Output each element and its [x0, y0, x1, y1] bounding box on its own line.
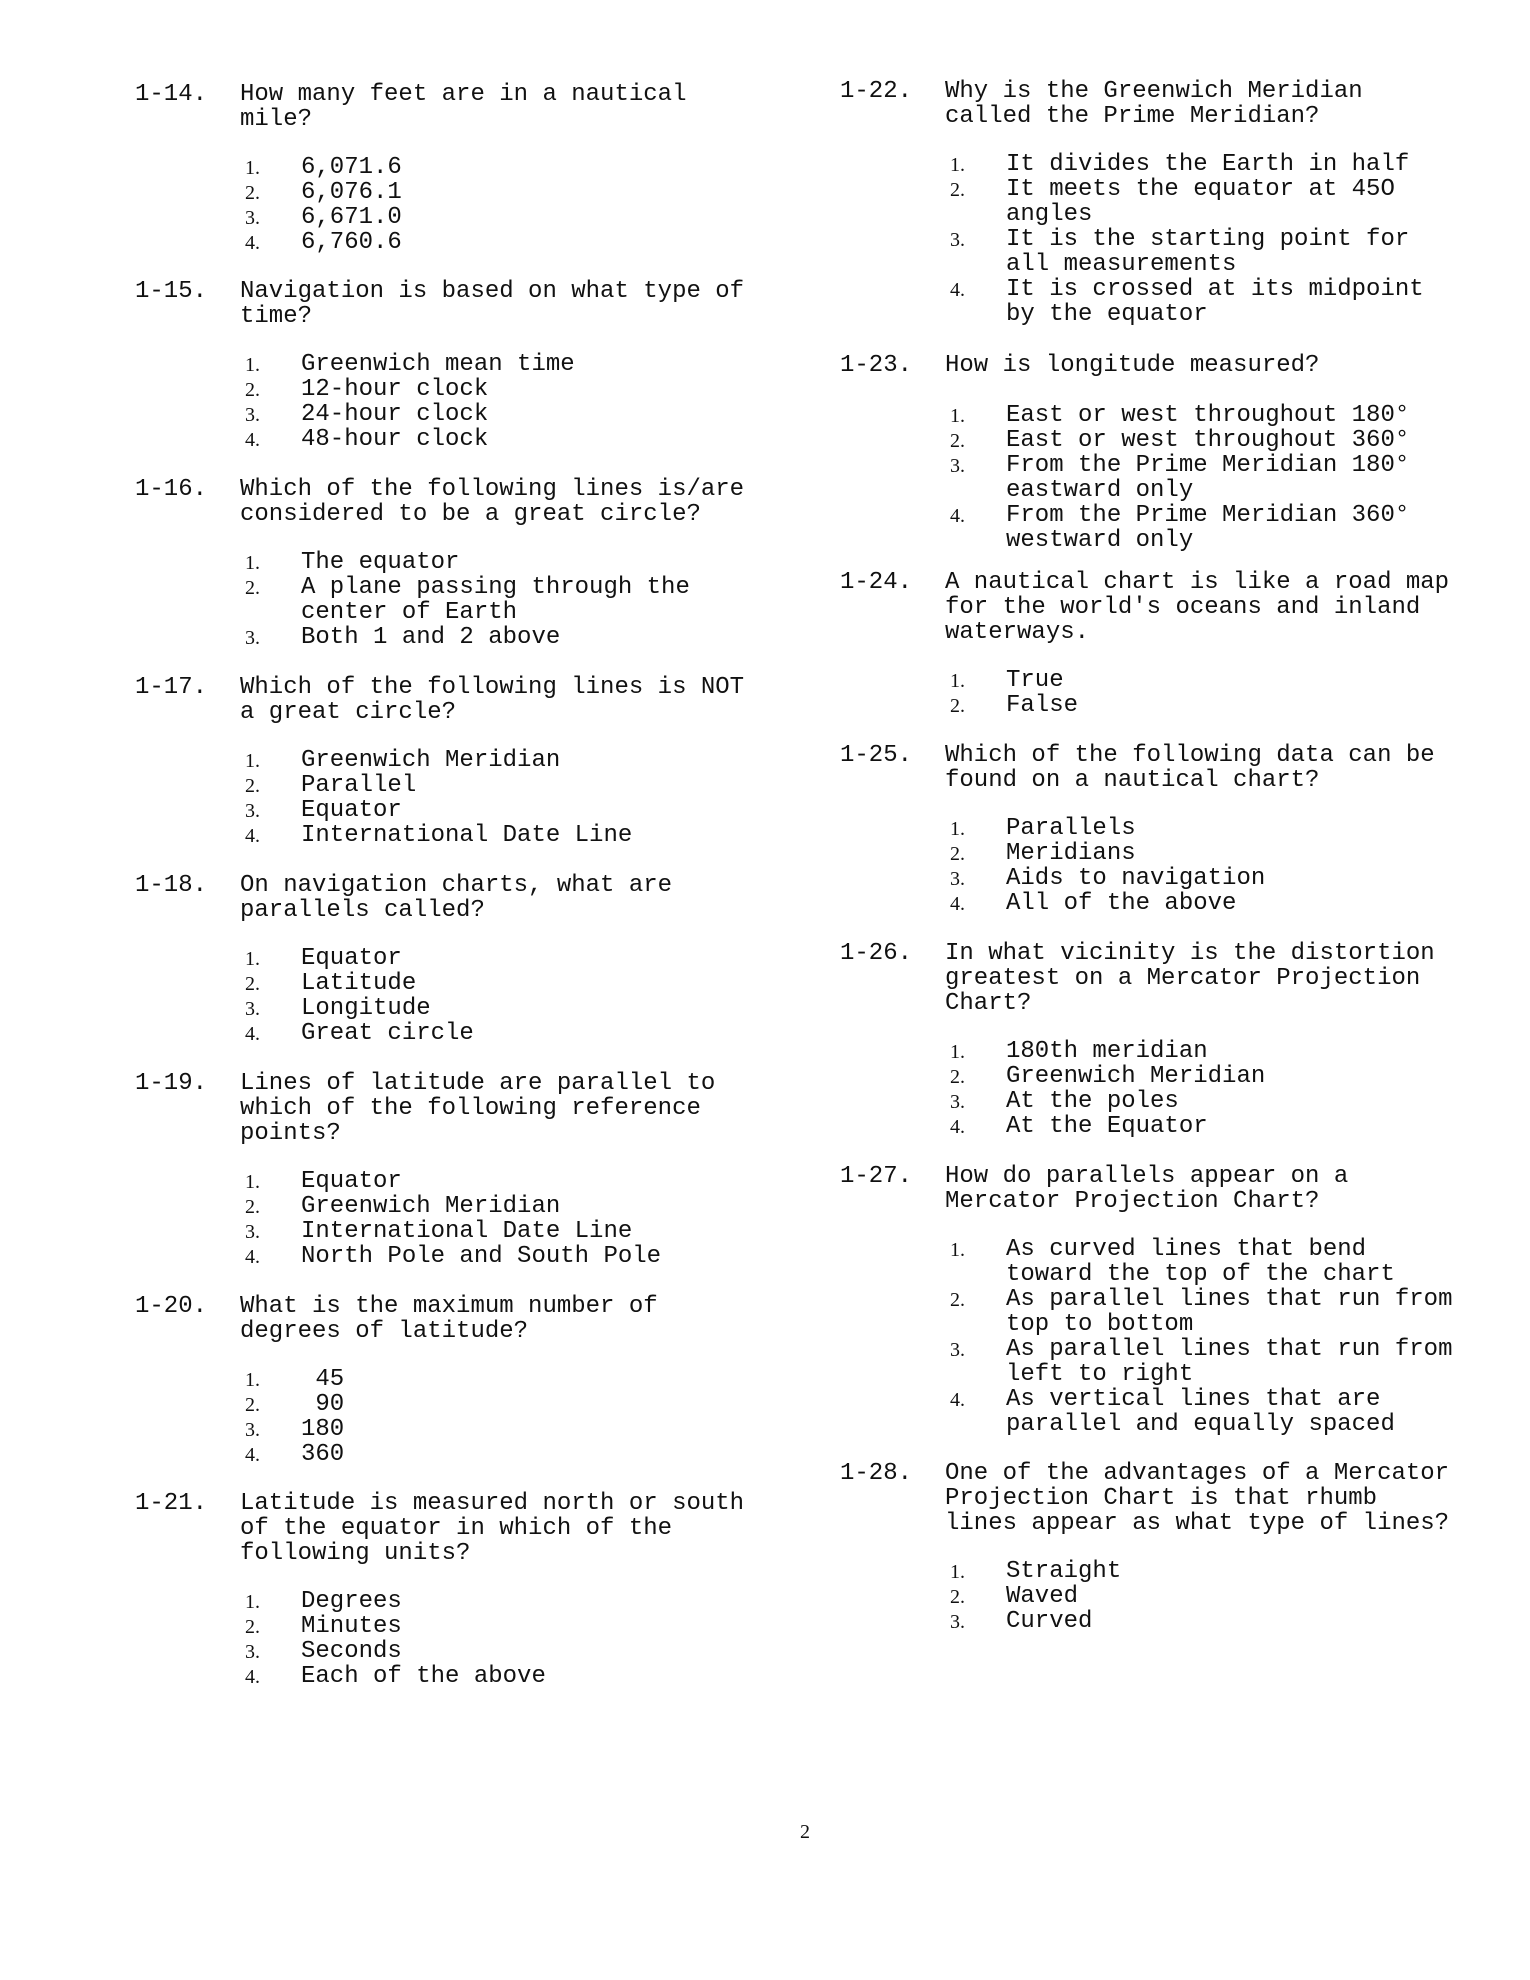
option-number: 1. — [950, 405, 965, 427]
option-number: 3. — [950, 1339, 965, 1361]
option-text: It is crossed at its midpoint by the equator — [1006, 276, 1424, 328]
option-number: 4. — [950, 893, 965, 915]
option-text: Seconds — [301, 1638, 402, 1665]
question-number: 1-18. — [135, 872, 208, 899]
option-number: 2. — [950, 695, 965, 717]
answer-option — [245, 1639, 775, 1664]
answer-option — [950, 1114, 1480, 1139]
answer-option — [950, 816, 1480, 841]
question-stem: Which of the following data can be found on a nautical chart? — [945, 742, 1435, 794]
answer-option — [950, 277, 1480, 327]
answer-options — [950, 1237, 1480, 1437]
option-number: 1. — [950, 1041, 965, 1063]
option-number: 2. — [950, 1289, 965, 1311]
option-number: 4. — [245, 1666, 260, 1688]
option-text: At the poles — [1006, 1088, 1179, 1115]
option-text: 6,076.1 — [301, 179, 402, 206]
answer-option — [245, 946, 775, 971]
question-stem: How do parallels appear on a Mercator Projection Chart? — [945, 1163, 1349, 1215]
answer-option — [245, 402, 775, 427]
question-number: 1-15. — [135, 278, 208, 305]
answer-option — [950, 1237, 1480, 1287]
option-text: Straight — [1006, 1558, 1122, 1585]
option-number: 2. — [245, 1616, 260, 1638]
answer-option — [950, 841, 1480, 866]
answer-option — [245, 748, 775, 773]
option-text: Equator — [301, 945, 402, 972]
option-text: As vertical lines that are parallel and equally spaced — [1006, 1386, 1395, 1438]
answer-option — [245, 155, 775, 180]
option-text: Greenwich Meridian — [1006, 1063, 1266, 1090]
option-text: All of the above — [1006, 890, 1237, 917]
answer-options — [245, 1169, 775, 1269]
answer-options — [950, 668, 1480, 718]
question-stem: Why is the Greenwich Meridian called the Prime Meridian? — [945, 78, 1363, 130]
option-text: Greenwich Meridian — [301, 1193, 561, 1220]
answer-option — [950, 503, 1480, 553]
answer-option — [950, 1387, 1480, 1437]
option-text: 12-hour clock — [301, 376, 489, 403]
option-text: False — [1006, 692, 1079, 719]
option-text: It divides the Earth in half — [1006, 151, 1410, 178]
option-number: 3. — [245, 1221, 260, 1243]
option-text: Latitude — [301, 970, 417, 997]
option-number: 1. — [245, 750, 260, 772]
option-number: 3. — [950, 868, 965, 890]
option-text: From the Prime Meridian 180° eastward only — [1006, 452, 1410, 504]
question-stem: Latitude is measured north or south of the equator in which of the following units? — [240, 1490, 745, 1567]
option-number: 3. — [950, 1091, 965, 1113]
option-number: 2. — [950, 179, 965, 201]
option-number: 1. — [950, 1561, 965, 1583]
option-text: From the Prime Meridian 360° westward only — [1006, 502, 1410, 554]
option-number: 2. — [245, 577, 260, 599]
answer-option — [245, 773, 775, 798]
answer-option — [245, 230, 775, 255]
option-text: Great circle — [301, 1020, 474, 1047]
answer-option — [950, 453, 1480, 503]
answer-options — [245, 748, 775, 848]
answer-option — [950, 1039, 1480, 1064]
answer-options — [245, 946, 775, 1046]
answer-option — [950, 1609, 1480, 1634]
answer-option — [950, 227, 1480, 277]
option-text: 6,671.0 — [301, 204, 402, 231]
answer-option — [245, 1664, 775, 1689]
option-number: 3. — [245, 998, 260, 1020]
question-stem: Which of the following lines is/are considered to be a great circle? — [240, 476, 745, 528]
option-text: True — [1006, 667, 1064, 694]
option-number: 1. — [245, 552, 260, 574]
option-number: 3. — [245, 1641, 260, 1663]
answer-options — [245, 550, 775, 650]
answer-option — [245, 550, 775, 575]
option-number: 4. — [950, 505, 965, 527]
option-text: 180 — [301, 1416, 345, 1443]
option-text: Curved — [1006, 1608, 1093, 1635]
answer-options — [950, 152, 1480, 327]
answer-option — [950, 1584, 1480, 1609]
option-text: It is the starting point for all measurements — [1006, 226, 1410, 278]
option-number: 3. — [245, 800, 260, 822]
question-stem: Lines of latitude are parallel to which of the following reference points? — [240, 1070, 716, 1147]
option-text: Longitude — [301, 995, 431, 1022]
question-stem: How is longitude measured? — [945, 352, 1320, 379]
option-number: 4. — [950, 1116, 965, 1138]
answer-option — [950, 668, 1480, 693]
option-number: 4. — [950, 1389, 965, 1411]
option-text: Both 1 and 2 above — [301, 624, 561, 651]
answer-options — [950, 1039, 1480, 1139]
option-text: International Date Line — [301, 822, 633, 849]
question-stem: A nautical chart is like a road map for the world's oceans and inland waterways. — [945, 569, 1450, 646]
option-text: Equator — [301, 1168, 402, 1195]
option-text: 45 — [301, 1366, 345, 1393]
option-text: 24-hour clock — [301, 401, 489, 428]
answer-option — [245, 377, 775, 402]
answer-option — [245, 996, 775, 1021]
answer-option — [245, 1417, 775, 1442]
option-text: Equator — [301, 797, 402, 824]
answer-option — [245, 823, 775, 848]
answer-option — [950, 1337, 1480, 1387]
answer-option — [245, 971, 775, 996]
option-text: As curved lines that bend toward the top of the chart — [1006, 1236, 1395, 1288]
answer-option — [950, 1089, 1480, 1114]
option-number: 2. — [245, 775, 260, 797]
option-text: 6,071.6 — [301, 154, 402, 181]
answer-option — [245, 1367, 775, 1392]
option-number: 2. — [245, 1196, 260, 1218]
question-number: 1-16. — [135, 476, 208, 503]
option-number: 3. — [245, 1419, 260, 1441]
option-text: As parallel lines that run from top to bottom — [1006, 1286, 1453, 1338]
option-text: International Date Line — [301, 1218, 633, 1245]
answer-option — [950, 1064, 1480, 1089]
option-number: 2. — [245, 1394, 260, 1416]
option-number: 3. — [950, 229, 965, 251]
answer-option — [950, 693, 1480, 718]
option-number: 1. — [245, 354, 260, 376]
question-number: 1-23. — [840, 352, 913, 379]
option-number: 2. — [245, 182, 260, 204]
option-text: Degrees — [301, 1588, 402, 1615]
option-text: A plane passing through the center of Earth — [301, 574, 690, 626]
option-text: Minutes — [301, 1613, 402, 1640]
option-number: 3. — [245, 627, 260, 649]
option-number: 1. — [245, 1369, 260, 1391]
option-number: 3. — [245, 207, 260, 229]
answer-options — [950, 816, 1480, 916]
option-number: 1. — [950, 1239, 965, 1261]
answer-option — [950, 152, 1480, 177]
option-number: 1. — [245, 1171, 260, 1193]
option-number: 1. — [950, 670, 965, 692]
option-text: 180th meridian — [1006, 1038, 1208, 1065]
answer-option — [245, 352, 775, 377]
answer-option — [245, 798, 775, 823]
answer-option — [245, 205, 775, 230]
option-text: Parallel — [301, 772, 417, 799]
answer-options — [245, 1589, 775, 1689]
question-number: 1-17. — [135, 674, 208, 701]
option-number: 2. — [245, 379, 260, 401]
option-number: 1. — [245, 157, 260, 179]
question-number: 1-27. — [840, 1163, 913, 1190]
question-number: 1-22. — [840, 78, 913, 105]
option-number: 4. — [245, 1444, 260, 1466]
answer-option — [245, 1244, 775, 1269]
option-text: Aids to navigation — [1006, 865, 1266, 892]
page-number: 2 — [800, 1821, 810, 1843]
option-number: 4. — [245, 429, 260, 451]
answer-option — [950, 428, 1480, 453]
question-stem: Navigation is based on what type of time? — [240, 278, 745, 330]
answer-option — [950, 1287, 1480, 1337]
question-stem: On navigation charts, what are parallels called? — [240, 872, 673, 924]
question-number: 1-19. — [135, 1070, 208, 1097]
option-text: Parallels — [1006, 815, 1136, 842]
answer-option — [950, 866, 1480, 891]
question-number: 1-21. — [135, 1490, 208, 1517]
option-number: 2. — [950, 1586, 965, 1608]
answer-option — [245, 427, 775, 452]
answer-option — [950, 1559, 1480, 1584]
option-number: 4. — [245, 825, 260, 847]
question-number: 1-28. — [840, 1460, 913, 1487]
answer-option — [245, 1219, 775, 1244]
option-number: 4. — [245, 232, 260, 254]
option-number: 2. — [245, 973, 260, 995]
answer-option — [245, 180, 775, 205]
question-stem: One of the advantages of a Mercator Projection Chart is that rhumb lines appear as what type of lines? — [945, 1460, 1450, 1537]
answer-option — [245, 1589, 775, 1614]
answer-options — [245, 1367, 775, 1467]
option-number: 4. — [245, 1246, 260, 1268]
option-text: 90 — [301, 1391, 345, 1418]
answer-option — [245, 1614, 775, 1639]
answer-option — [245, 625, 775, 650]
answer-option — [950, 177, 1480, 227]
option-text: The equator — [301, 549, 460, 576]
answer-option — [245, 1169, 775, 1194]
question-number: 1-24. — [840, 569, 913, 596]
option-number: 1. — [950, 154, 965, 176]
question-number: 1-26. — [840, 940, 913, 967]
answer-option — [245, 1021, 775, 1046]
option-number: 1. — [245, 1591, 260, 1613]
answer-options — [245, 352, 775, 452]
option-text: Meridians — [1006, 840, 1136, 867]
question-number: 1-14. — [135, 81, 208, 108]
answer-option — [245, 575, 775, 625]
option-number: 3. — [950, 455, 965, 477]
option-text: 360 — [301, 1441, 345, 1468]
option-number: 2. — [950, 430, 965, 452]
option-number: 2. — [950, 1066, 965, 1088]
option-text: As parallel lines that run from left to right — [1006, 1336, 1453, 1388]
option-text: Waved — [1006, 1583, 1079, 1610]
option-text: Greenwich mean time — [301, 351, 575, 378]
option-text: At the Equator — [1006, 1113, 1208, 1140]
option-number: 1. — [245, 948, 260, 970]
answer-option — [950, 891, 1480, 916]
option-text: East or west throughout 360° — [1006, 427, 1410, 454]
option-text: Greenwich Meridian — [301, 747, 561, 774]
option-number: 2. — [950, 843, 965, 865]
answer-option — [245, 1194, 775, 1219]
question-stem: How many feet are in a nautical mile? — [240, 81, 687, 133]
option-text: Each of the above — [301, 1663, 546, 1690]
answer-option — [245, 1392, 775, 1417]
option-number: 3. — [950, 1611, 965, 1633]
option-number: 4. — [245, 1023, 260, 1045]
answer-options — [245, 155, 775, 255]
option-text: 48-hour clock — [301, 426, 489, 453]
option-text: It meets the equator at 45O angles — [1006, 176, 1395, 228]
question-number: 1-20. — [135, 1293, 208, 1320]
question-stem: In what vicinity is the distortion greatest on a Mercator Projection Chart? — [945, 940, 1435, 1017]
question-stem: Which of the following lines is NOT a great circle? — [240, 674, 745, 726]
question-stem: What is the maximum number of degrees of latitude? — [240, 1293, 658, 1345]
option-number: 3. — [245, 404, 260, 426]
question-number: 1-25. — [840, 742, 913, 769]
option-number: 4. — [950, 279, 965, 301]
answer-option — [950, 403, 1480, 428]
option-text: North Pole and South Pole — [301, 1243, 662, 1270]
answer-options — [950, 1559, 1480, 1634]
answer-option — [245, 1442, 775, 1467]
option-text: 6,760.6 — [301, 229, 402, 256]
option-text: East or west throughout 180° — [1006, 402, 1410, 429]
answer-options — [950, 403, 1480, 553]
option-number: 1. — [950, 818, 965, 840]
